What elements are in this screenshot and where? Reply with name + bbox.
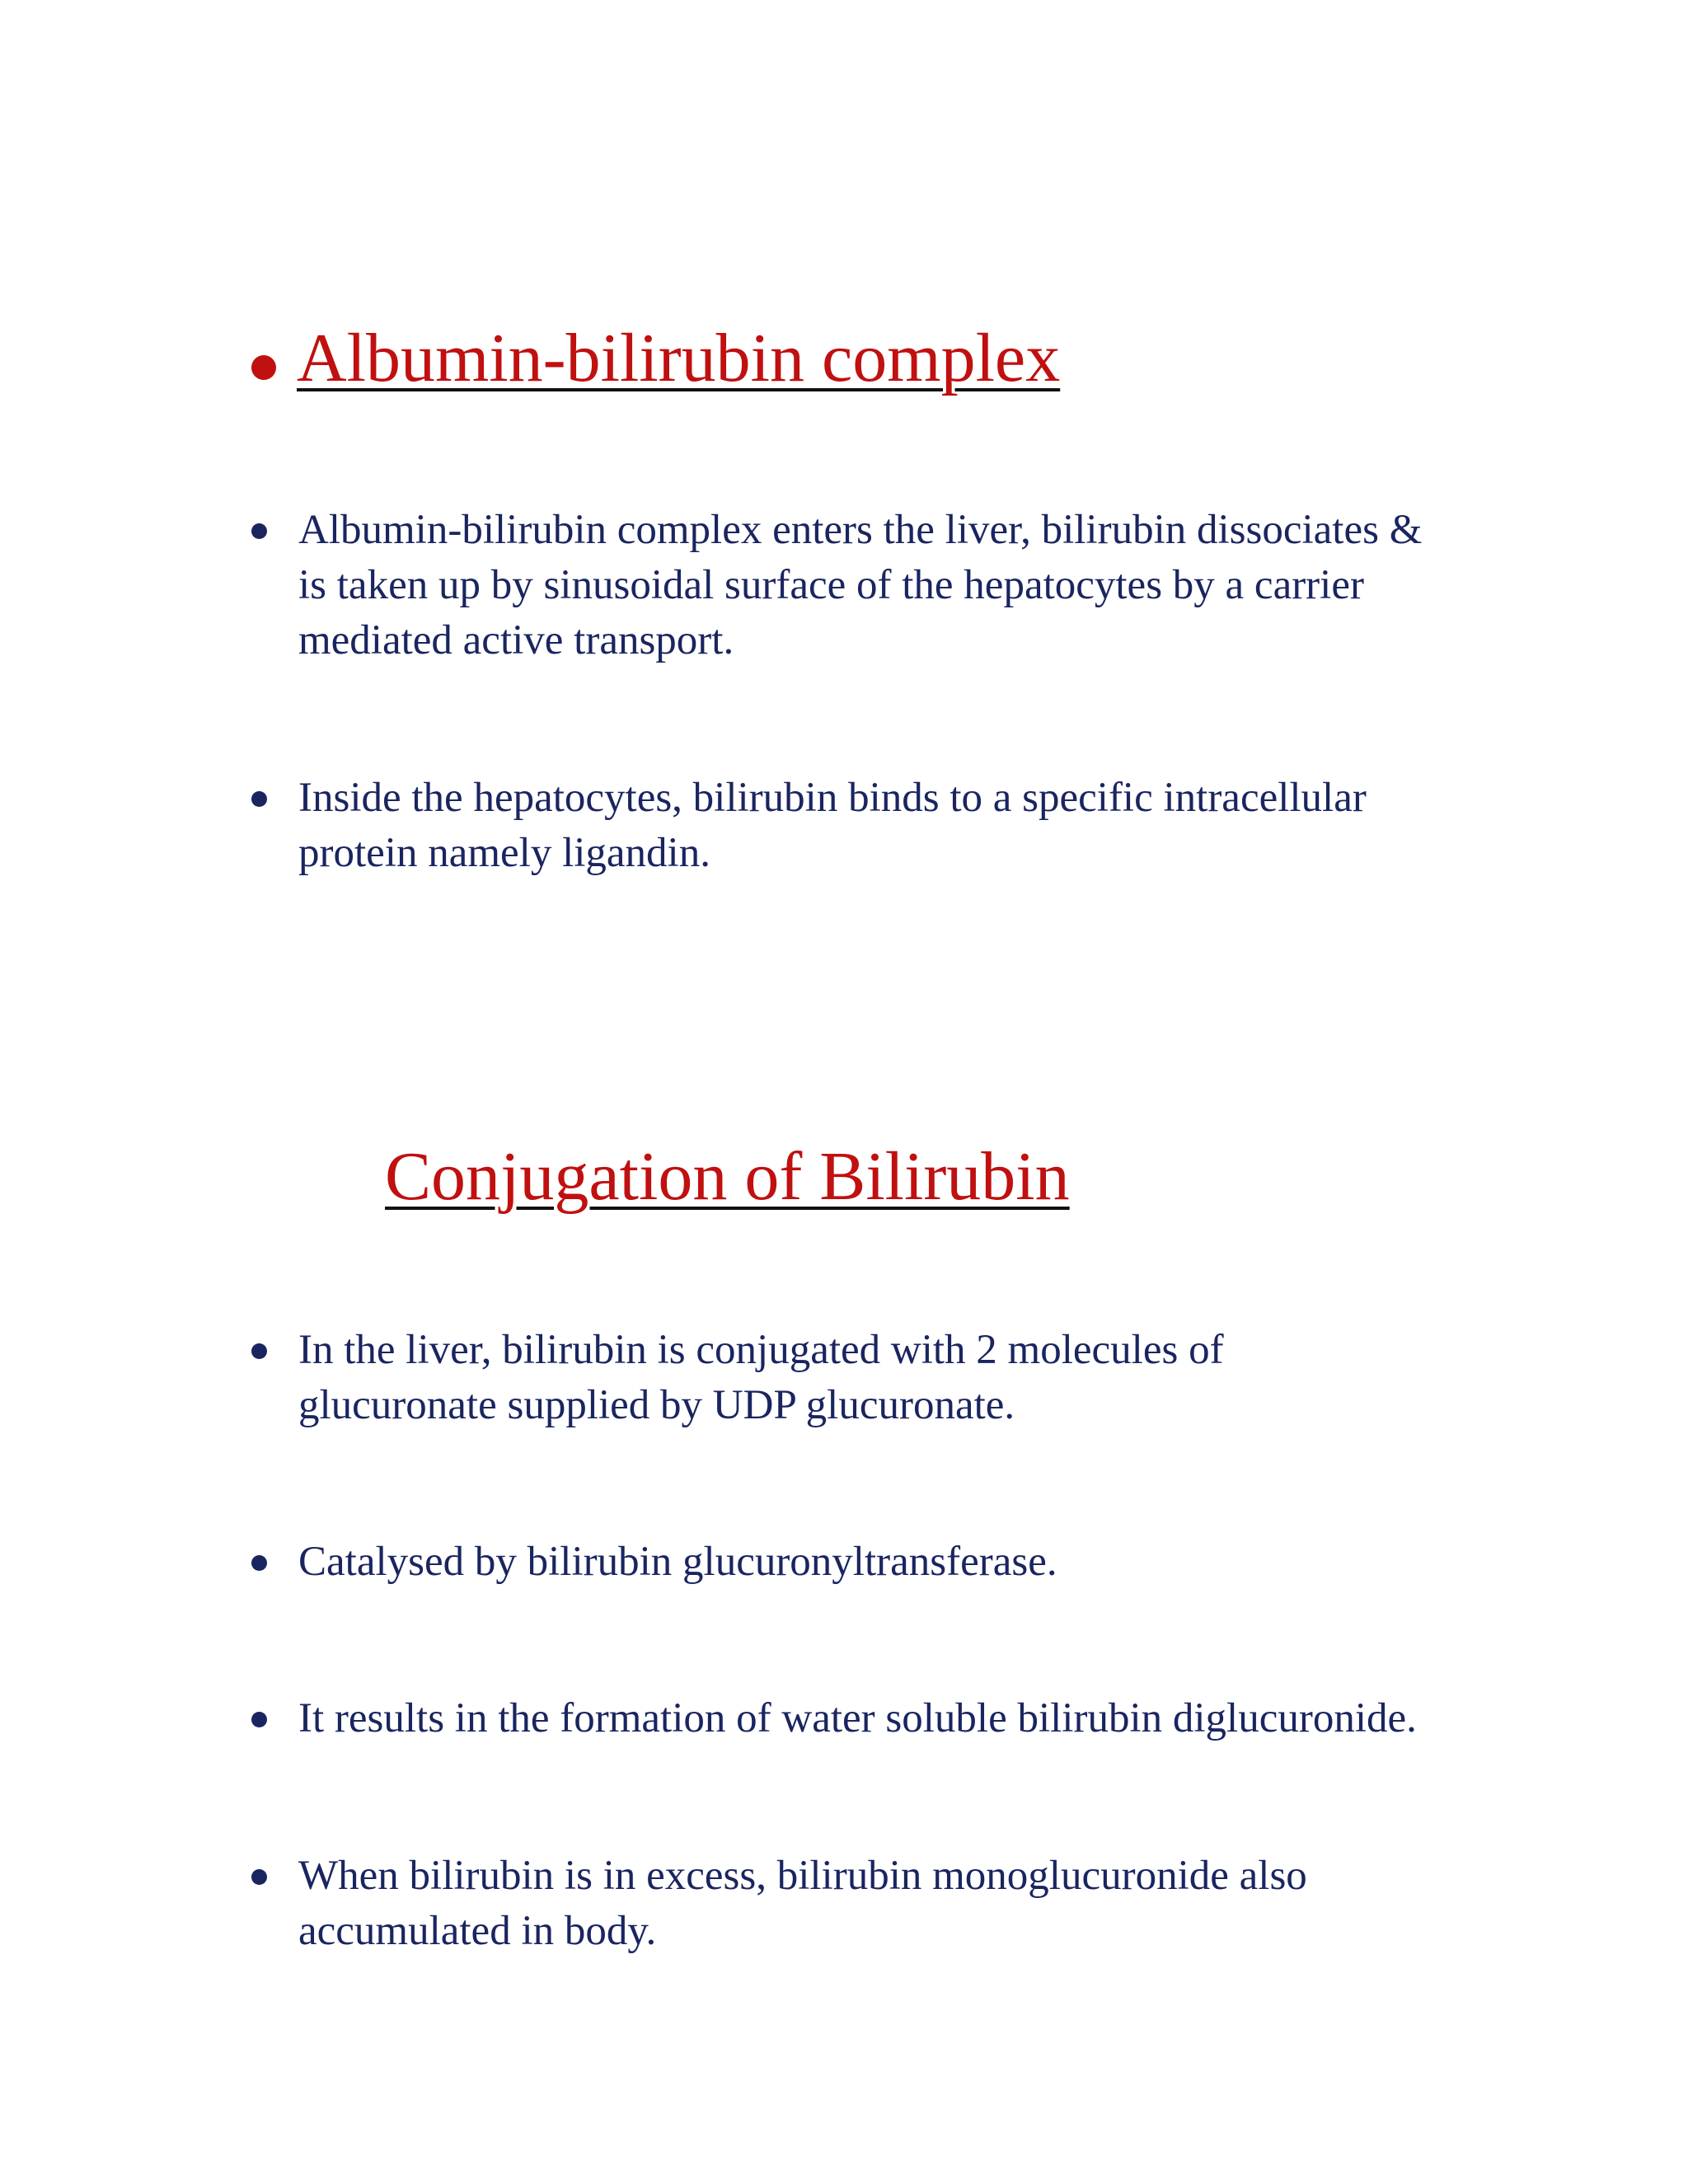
- heading-text: Conjugation of Bilirubin: [385, 1138, 1070, 1215]
- text-line: protein namely ligandin.: [298, 830, 710, 876]
- list-item: [251, 1849, 1529, 1959]
- list-item: [251, 1691, 1529, 1746]
- bullet-icon: [251, 791, 267, 807]
- list-item: [251, 771, 1529, 881]
- bullet-icon: [251, 1343, 267, 1359]
- list-item: [251, 1323, 1529, 1433]
- list-item-text: [298, 771, 1529, 881]
- list-item-text: [298, 1535, 1529, 1590]
- section-heading-albumin-bilirubin: [251, 320, 1061, 396]
- list-item-text: [298, 1849, 1529, 1959]
- text-line: is taken up by sinusoidal surface of the hepatocytes by a carrier: [298, 562, 1364, 608]
- list-item-text: [298, 1691, 1529, 1746]
- bullet-icon: [251, 1869, 267, 1885]
- text-line: glucuronate supplied by UDP glucuronate.: [298, 1382, 1015, 1428]
- section-heading-conjugation: [385, 1138, 1070, 1215]
- bullet-icon: [251, 523, 267, 539]
- text-line: It results in the formation of water soluble bilirubin diglucuronide.: [298, 1695, 1417, 1741]
- text-line: mediated active transport.: [298, 617, 734, 663]
- list-item-text: [298, 503, 1529, 668]
- text-line: Catalysed by bilirubin glucuronyltransferase.: [298, 1539, 1057, 1585]
- text-line: accumulated in body.: [298, 1908, 657, 1954]
- text-line: Albumin-bilirubin complex enters the liver, bilirubin dissociates &: [298, 507, 1423, 553]
- bullet-icon: [251, 1555, 267, 1571]
- list-item-text: [298, 1323, 1529, 1433]
- list-item: [251, 503, 1529, 668]
- bullet-icon: [251, 1712, 267, 1727]
- heading-text: Albumin-bilirubin complex: [297, 320, 1061, 396]
- text-line: When bilirubin is in excess, bilirubin monoglucuronide also: [298, 1853, 1307, 1899]
- text-line: In the liver, bilirubin is conjugated with 2 molecules of: [298, 1327, 1224, 1373]
- text-line: Inside the hepatocytes, bilirubin binds to a specific intracellular: [298, 775, 1367, 821]
- list-item: [251, 1535, 1529, 1590]
- heading-bullet-icon: [251, 355, 276, 380]
